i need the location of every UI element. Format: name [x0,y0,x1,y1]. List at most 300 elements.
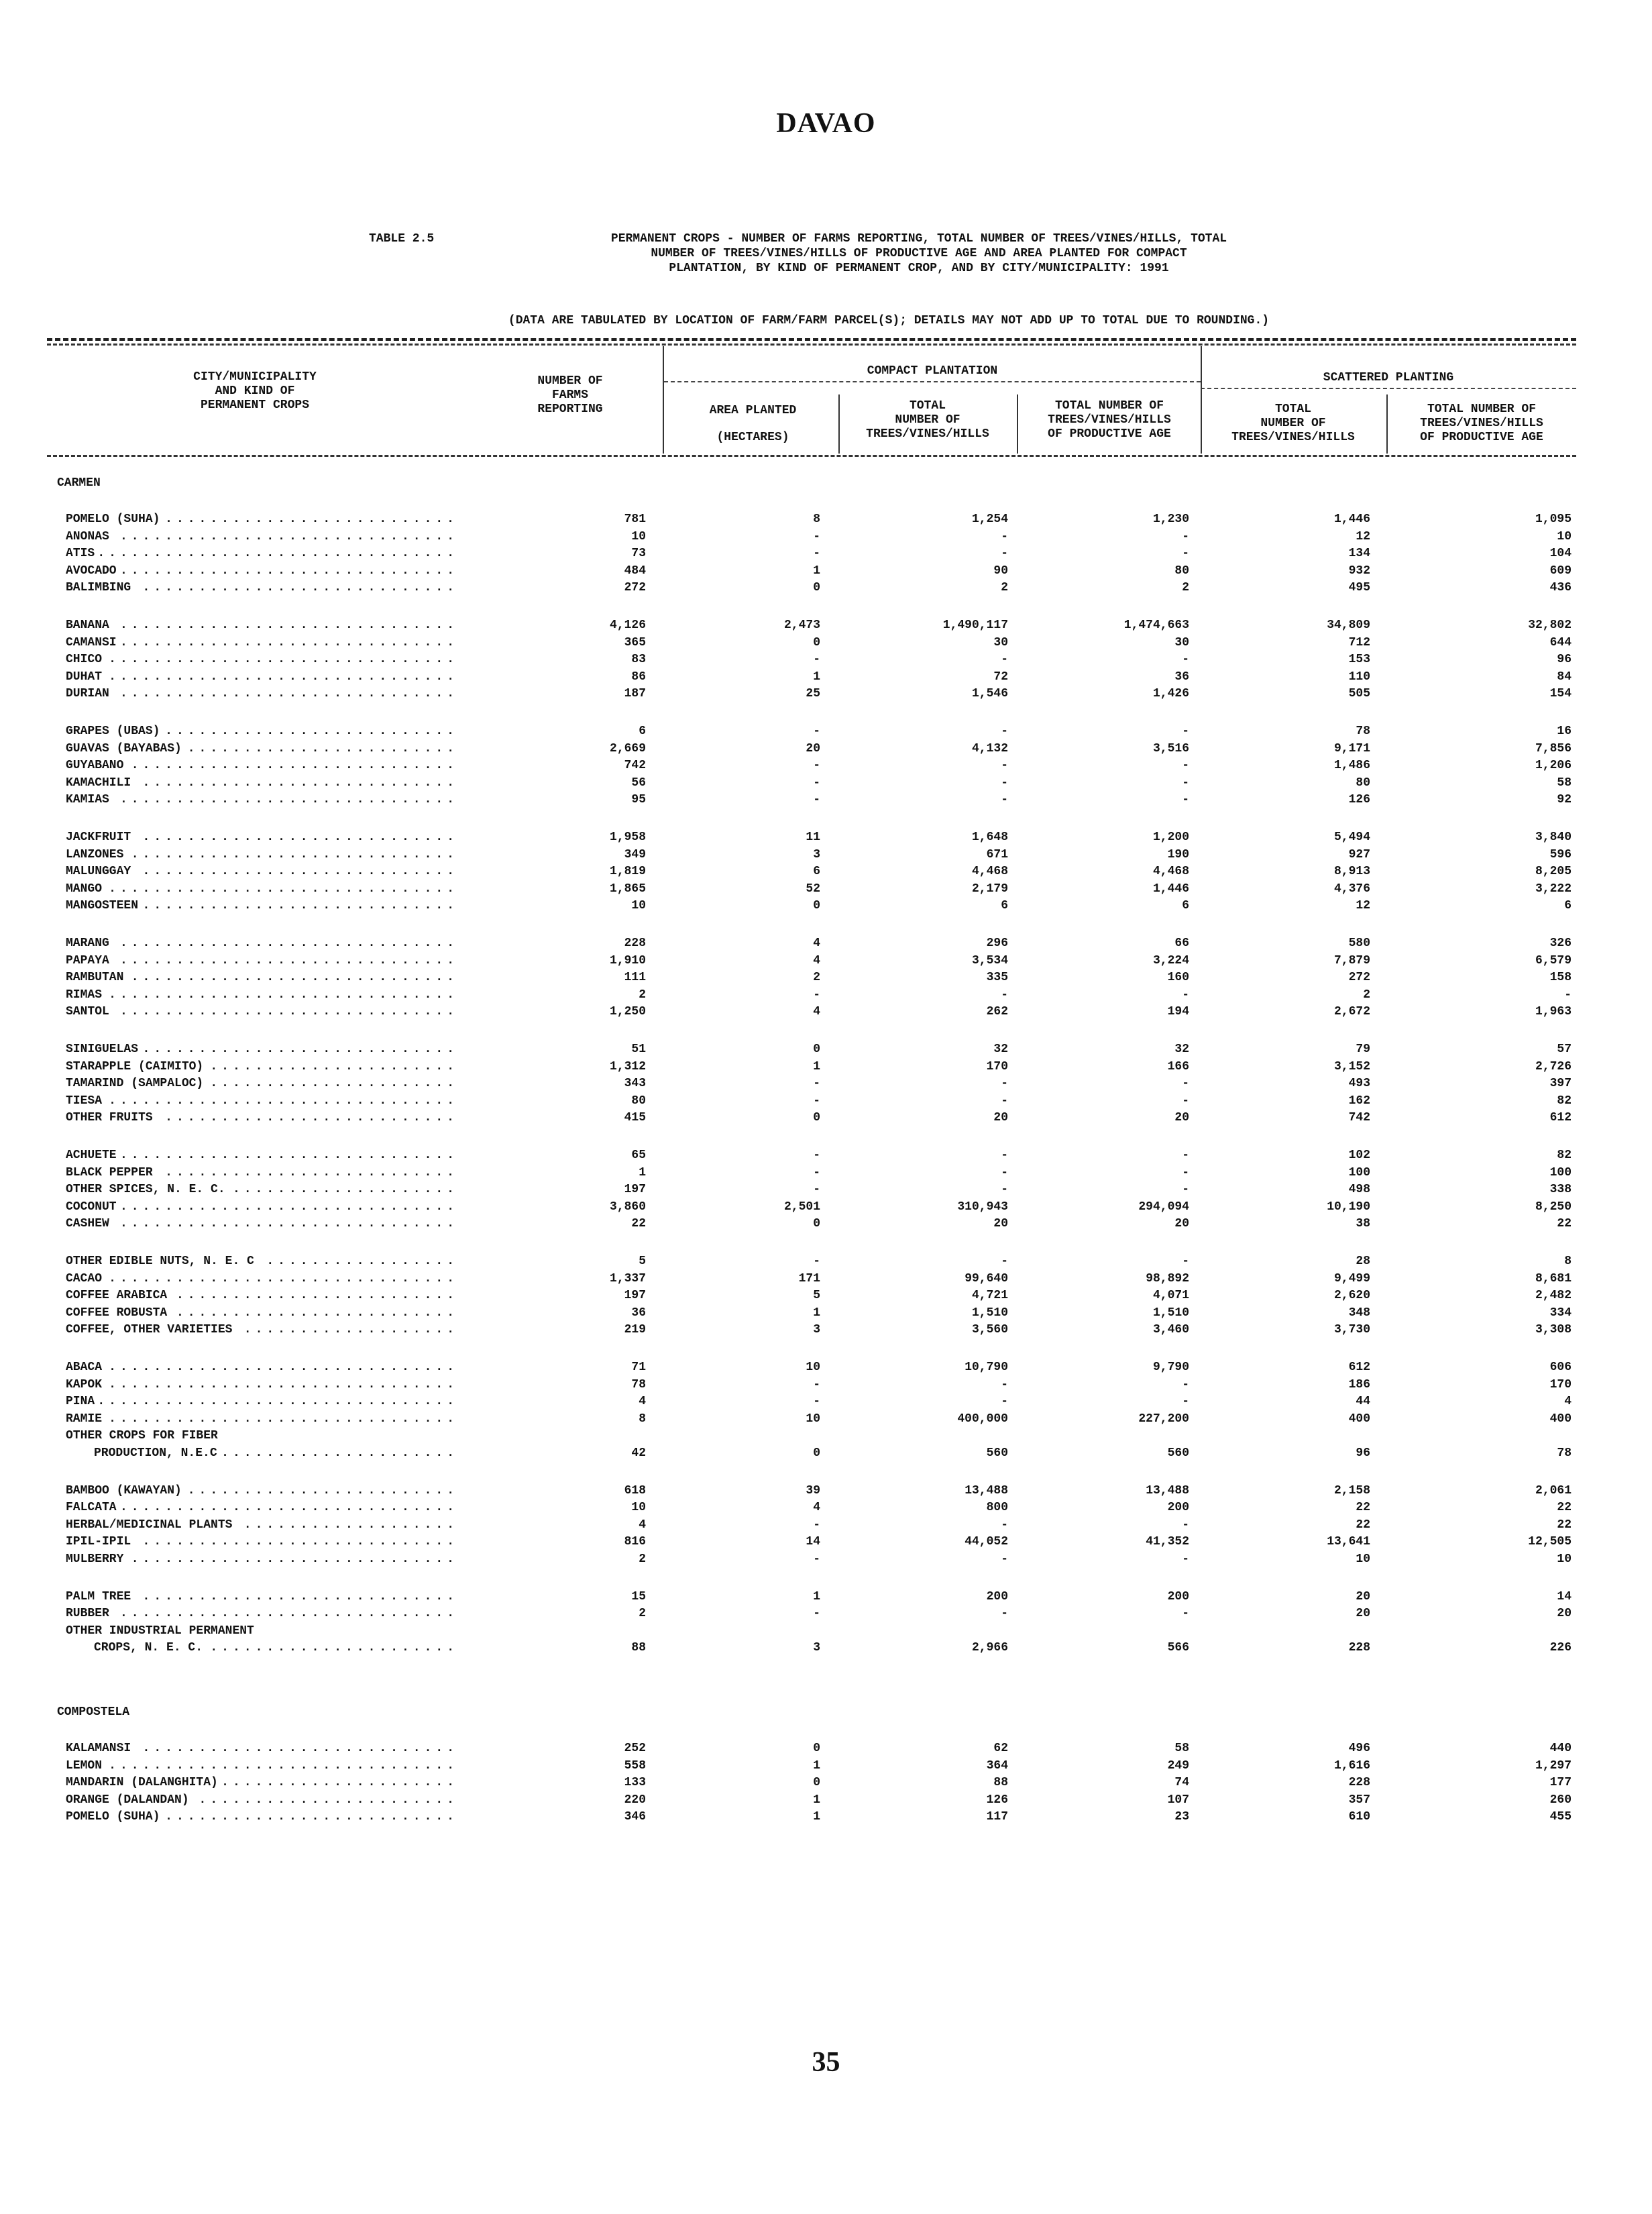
cell-value: 272 [1348,971,1370,985]
dot-leader: .................... [232,1183,458,1197]
cell-value: - [1001,1183,1008,1197]
cell-value: 133 [624,1776,646,1790]
crop-name: IPIL-IPIL [66,1535,131,1549]
table-row [0,1255,1652,1269]
crop-name: CACAO [66,1271,103,1285]
table-row [0,1395,1652,1410]
cell-value: 560 [1167,1446,1189,1460]
cell-value: 1,230 [1152,513,1189,526]
cell-value: 1,910 [609,953,646,967]
table-row [0,793,1652,808]
crop-name: FALCATA [66,1501,117,1515]
cell-value: 4 [813,953,820,967]
cell-value: 23 [1174,1810,1189,1824]
cell-value: 86 [631,670,646,684]
dot-leader: ............................ [142,831,458,844]
dot-leader: ............................... [109,653,458,667]
table-row [0,1111,1652,1126]
crop-name: OTHER INDUSTRIAL PERMANENT [66,1624,254,1638]
cell-value: 364 [986,1758,1008,1773]
cell-value: 1,958 [609,831,646,844]
cell-value: 186 [1348,1377,1370,1391]
crop-name: BALIMBING [66,581,131,595]
table-row [0,1183,1652,1198]
cell-value: 83 [631,653,646,667]
table-row [0,1361,1652,1375]
cell-value: 1 [813,1589,820,1603]
cell-value: 99,640 [965,1271,1008,1285]
cell-value: 2,179 [971,882,1008,896]
cell-value: 1,963 [1535,1005,1572,1019]
dot-leader: ..................... [221,1446,458,1460]
cell-value: - [813,529,820,543]
cell-value: 496 [1348,1742,1370,1755]
cell-value: 612 [1549,1111,1572,1125]
cell-value: 343 [624,1077,646,1091]
cell-value: 162 [1348,1094,1370,1108]
table-row [0,1149,1652,1163]
cell-value: 2 [1001,581,1008,595]
cell-value: 36 [631,1306,646,1320]
cell-value: 158 [1549,971,1572,985]
crop-name: RUBBER [66,1607,109,1621]
crop-name: BLACK PEPPER [66,1165,153,1179]
cell-value: 1,250 [609,1005,646,1019]
cell-value: - [1182,725,1189,738]
cell-value: 249 [1167,1758,1189,1773]
cell-value: 3,560 [971,1323,1008,1337]
cell-value: 3 [813,1323,820,1337]
table-row [0,831,1652,845]
cell-value: 334 [1549,1306,1572,1320]
cell-value: - [1001,1377,1008,1391]
cell-value: 22 [1557,1501,1572,1515]
cell-value: 82 [1557,1149,1572,1162]
cell-value: 6 [1001,899,1008,913]
cell-value: 2,966 [971,1641,1008,1655]
dot-leader: ............................... [109,882,458,896]
cell-value: 78 [631,1377,646,1391]
cell-value: 28 [1356,1255,1370,1268]
section-heading: COMPOSTELA [57,1705,130,1719]
cell-value: 6 [639,725,646,738]
cell-value: 400,000 [957,1412,1008,1426]
table-row [0,687,1652,702]
cell-value: 42 [631,1446,646,1460]
cell-value: - [1182,1607,1189,1621]
cell-value: 296 [986,937,1008,950]
cell-value: 596 [1549,847,1572,861]
cell-value: - [813,776,820,790]
table-row [0,653,1652,668]
cell-value: 9,790 [1152,1361,1189,1374]
cell-value: - [1182,547,1189,561]
cell-value: - [1182,1183,1189,1197]
cell-value: 20 [993,1217,1008,1231]
cell-value: 171 [798,1271,820,1285]
cell-value: 2,620 [1333,1289,1370,1303]
cell-value: - [1182,1552,1189,1566]
table-row [0,564,1652,579]
cell-value: 4 [1564,1395,1572,1409]
cell-value: 32,802 [1528,619,1572,632]
table-row [0,899,1652,914]
cell-value: 932 [1348,564,1370,578]
cell-value: - [813,1395,820,1409]
cell-value: 1,206 [1535,759,1572,773]
crop-name: RAMIE [66,1412,103,1426]
table-row [0,742,1652,757]
cell-value: 400 [1348,1412,1370,1426]
cell-value: 7,856 [1535,741,1572,755]
cell-value: - [1182,1518,1189,1532]
cell-value: 228 [1348,1641,1370,1655]
cell-value: 25 [806,687,820,701]
crop-name: CHICO [66,653,103,667]
cell-value: 1 [813,670,820,684]
cell-value: 32 [993,1043,1008,1056]
cell-value: 338 [1549,1183,1572,1197]
crop-name: GRAPES (UBAS) [66,725,160,738]
dot-leader: ............................ [142,1589,458,1603]
cell-value: 1,648 [971,831,1008,844]
cell-value: 30 [1174,635,1189,649]
cell-value: 566 [1167,1641,1189,1655]
cell-value: 252 [624,1742,646,1755]
cell-value: 194 [1167,1005,1189,1019]
header-city-municipality: CITY/MUNICIPALITY AND KIND OF PERMANENT CROPS [193,370,317,412]
cell-value: 10,190 [1327,1200,1370,1214]
cell-value: 4,721 [971,1289,1008,1303]
cell-value: - [1001,1255,1008,1268]
cell-value: 2,501 [783,1200,820,1214]
table-row [0,1323,1652,1338]
dot-leader: ............................... [109,1377,458,1391]
crop-name: ACHUETE [66,1149,117,1162]
cell-value: - [813,1094,820,1108]
cell-value: 1,474,663 [1123,619,1189,632]
cell-value: 44,052 [965,1535,1008,1549]
dot-leader: .............................. [119,1217,458,1231]
cell-value: 51 [631,1043,646,1056]
cell-value: 498 [1348,1183,1370,1197]
cell-value: 397 [1549,1077,1572,1091]
dot-leader: ............................ [142,581,458,595]
cell-value: 3,860 [609,1200,646,1214]
caption-line: NUMBER OF TREES/VINES/HILLS OF PRODUCTIVE AGE AND AREA PLANTED FOR COMPACT [651,247,1187,260]
cell-value: - [813,988,820,1002]
table-row [0,1094,1652,1109]
crop-name: COCONUT [66,1200,117,1214]
dot-leader: .............................. [119,1149,458,1162]
cell-value: - [1182,793,1189,807]
cell-value: 400 [1549,1412,1572,1426]
cell-value: 3,152 [1333,1059,1370,1073]
header-compact-total: TOTAL NUMBER OF TREES/VINES/HILLS [866,399,989,441]
cell-value: 84 [1557,670,1572,684]
cell-value: 66 [1174,937,1189,950]
cell-value: 3,224 [1152,953,1189,967]
cell-value: 13,488 [965,1483,1008,1497]
cell-value: - [1182,988,1189,1002]
cell-value: 0 [813,899,820,913]
cell-value: 1,254 [971,513,1008,526]
cell-value: 1,446 [1152,882,1189,896]
dot-leader: ...................... [210,1059,458,1073]
cell-value: 2 [639,1552,646,1566]
cell-value: - [813,1149,820,1162]
cell-value: 20 [1356,1589,1370,1603]
dot-leader: ............................. [131,759,458,773]
cell-value: - [813,547,820,561]
cell-value: 4 [639,1518,646,1532]
crop-name: DURIAN [66,687,109,701]
table-row [0,1166,1652,1181]
crop-name: OTHER FRUITS [66,1111,153,1125]
cell-value: 117 [986,1810,1008,1824]
cell-value: 6 [1182,899,1189,913]
dot-leader: ...................... [210,1641,458,1655]
cell-value: - [1001,1518,1008,1532]
dot-leader: ................................ [97,1395,458,1409]
cell-value: 3 [813,1641,820,1655]
dot-leader: ....................... [199,1793,458,1807]
table-row [0,1005,1652,1020]
dot-leader: ......................... [176,1289,458,1303]
cell-value: - [813,725,820,738]
cell-value: 612 [1348,1361,1370,1374]
cell-value: 20 [993,1111,1008,1125]
cell-value: 227,200 [1138,1412,1189,1426]
table-row [0,776,1652,791]
dot-leader: ......................... [176,1306,458,1320]
cell-value: 1,446 [1333,513,1370,526]
cell-value: 3 [813,847,820,861]
crop-name: OTHER CROPS FOR FIBER [66,1429,218,1443]
dot-leader: .............................. [119,1200,458,1214]
cell-value: 800 [986,1501,1008,1515]
cell-value: 927 [1348,847,1370,861]
table-row [0,1641,1652,1656]
table-row [0,1590,1652,1605]
cell-value: - [813,1165,820,1179]
cell-value: 92 [1557,793,1572,807]
dot-leader: .............................. [119,619,458,632]
cell-value: 22 [1356,1518,1370,1532]
cell-value: 610 [1348,1810,1370,1824]
cell-value: 12,505 [1528,1535,1572,1549]
crop-name: BANANA [66,619,109,632]
crop-name: ANONAS [66,529,109,543]
cell-value: 1 [813,1758,820,1773]
cell-value: - [1182,1395,1189,1409]
cell-value: 2 [1363,988,1370,1002]
cell-value: 228 [624,937,646,950]
crop-name: ORANGE (DALANDAN) [66,1793,189,1807]
table-label: TABLE 2.5 [369,232,435,246]
dot-leader: .............................. [119,793,458,807]
cell-value: 2,473 [783,619,820,632]
dot-leader: .............................. [119,953,458,967]
cell-value: 357 [1348,1793,1370,1807]
crop-name: COFFEE, OTHER VARIETIES [66,1323,233,1337]
section-heading: CARMEN [57,476,101,490]
table-row [0,1378,1652,1393]
cell-value: - [1001,1607,1008,1621]
cell-value: 455 [1549,1810,1572,1824]
cell-value: - [813,759,820,773]
cell-value: 12 [1356,899,1370,913]
cell-value: 1,337 [609,1271,646,1285]
cell-value: - [1001,1395,1008,1409]
crop-name: TAMARIND (SAMPALOC) [66,1077,204,1091]
cell-value: 4 [813,1005,820,1019]
table-row [0,865,1652,880]
cell-value: - [1182,653,1189,667]
cell-value: 4,126 [609,619,646,632]
table-row [0,1607,1652,1622]
cell-value: 78 [1356,725,1370,738]
cell-value: 107 [1167,1793,1189,1807]
cell-value: 219 [624,1323,646,1337]
cell-value: - [1001,1149,1008,1162]
table-row [0,937,1652,951]
header-compact-plantation: COMPACT PLANTATION [867,364,998,378]
cell-value: 6 [813,865,820,879]
crop-name: MULBERRY [66,1552,124,1566]
dot-leader: ............................ [142,899,458,913]
cell-value: 71 [631,1361,646,1374]
table-row [0,988,1652,1003]
cell-value: 197 [624,1183,646,1197]
cell-value: 8,681 [1535,1271,1572,1285]
cell-value: 484 [624,564,646,578]
cell-value: 558 [624,1758,646,1773]
dot-leader: .......................... [165,1165,458,1179]
cell-value: 712 [1348,635,1370,649]
cell-value: 166 [1167,1059,1189,1073]
cell-value: 1,312 [609,1059,646,1073]
cell-value: 1,297 [1535,1758,1572,1773]
cell-value: 190 [1167,847,1189,861]
cell-value: 2,482 [1535,1289,1572,1303]
cell-value: 154 [1549,687,1572,701]
table-row [0,1776,1652,1791]
cell-value: 14 [1557,1589,1572,1603]
cell-value: 126 [986,1793,1008,1807]
crop-name: JACKFRUIT [66,831,131,844]
table-row [0,1200,1652,1215]
dot-leader: ..................... [221,1776,458,1790]
cell-value: 80 [1356,776,1370,790]
crop-name: MARANG [66,937,109,950]
crop-name: MALUNGGAY [66,865,131,879]
crop-name: DUHAT [66,670,103,684]
crop-name: HERBAL/MEDICINAL PLANTS [66,1518,233,1532]
cell-value: 644 [1549,635,1572,649]
cell-value: 80 [631,1094,646,1108]
cell-value: 197 [624,1289,646,1303]
cell-value: 0 [813,635,820,649]
cell-value: 781 [624,513,646,526]
header-farms-reporting: NUMBER OF FARMS REPORTING [537,374,603,416]
cell-value: - [813,653,820,667]
crop-name: BAMBOO (KAWAYAN) [66,1483,182,1497]
cell-value: 4 [639,1395,646,1409]
cell-value: 495 [1348,581,1370,595]
cell-value: 0 [813,1776,820,1790]
cell-value: 74 [1174,1776,1189,1790]
cell-value: 493 [1348,1077,1370,1091]
cell-value: 200 [1167,1501,1189,1515]
cell-value: 560 [986,1446,1008,1460]
crop-name: MANGO [66,882,103,896]
cell-value: 4,071 [1152,1289,1189,1303]
cell-value: 2 [1182,581,1189,595]
table-row [0,1518,1652,1533]
crop-name: ATIS [66,547,95,561]
cell-value: 170 [1549,1377,1572,1391]
cell-value: 9,171 [1333,741,1370,755]
cell-value: 5 [813,1289,820,1303]
cell-value: 3,730 [1333,1323,1370,1337]
cell-value: 262 [986,1005,1008,1019]
cell-value: 0 [813,1111,820,1125]
cell-value: 326 [1549,937,1572,950]
cell-value: - [813,793,820,807]
cell-value: 96 [1557,653,1572,667]
table-row [0,1217,1652,1232]
cell-value: 20 [1174,1111,1189,1125]
cell-value: 4,468 [971,865,1008,879]
cell-value: 816 [624,1535,646,1549]
cell-value: 1 [813,1810,820,1824]
crop-name: CROPS, N. E. C. [94,1641,203,1655]
table-row [0,636,1652,651]
cell-value: 3,222 [1535,882,1572,896]
dot-leader: .......................... [165,513,458,526]
header-scattered-total: TOTAL NUMBER OF TREES/VINES/HILLS [1231,403,1355,444]
cell-value: - [1001,547,1008,561]
table-row [0,1552,1652,1567]
cell-value: 5,494 [1333,831,1370,844]
cell-value: 10 [1557,1552,1572,1566]
page-title: DAVAO [776,108,876,139]
table-row [0,581,1652,596]
dot-leader: .............................. [119,564,458,578]
cell-value: 1,819 [609,865,646,879]
cell-value: - [813,1518,820,1532]
cell-value: - [813,1183,820,1197]
cell-value: 20 [1557,1607,1572,1621]
table-row [0,513,1652,527]
crop-name: PAPAYA [66,953,109,967]
cell-value: 580 [1348,937,1370,950]
cell-value: 2,726 [1535,1059,1572,1073]
table-row [0,1289,1652,1304]
cell-value: - [1182,776,1189,790]
cell-value: 1 [813,1306,820,1320]
crop-name: OTHER SPICES, N. E. C. [66,1183,225,1197]
cell-value: 90 [993,564,1008,578]
cell-value: 57 [1557,1043,1572,1056]
cell-value: - [1001,1077,1008,1091]
dot-leader: .............................. [119,635,458,649]
cell-value: 310,943 [957,1200,1008,1214]
cell-value: 1,490,117 [942,619,1008,632]
cell-value: 0 [813,1742,820,1755]
cell-value: 4,376 [1333,882,1370,896]
